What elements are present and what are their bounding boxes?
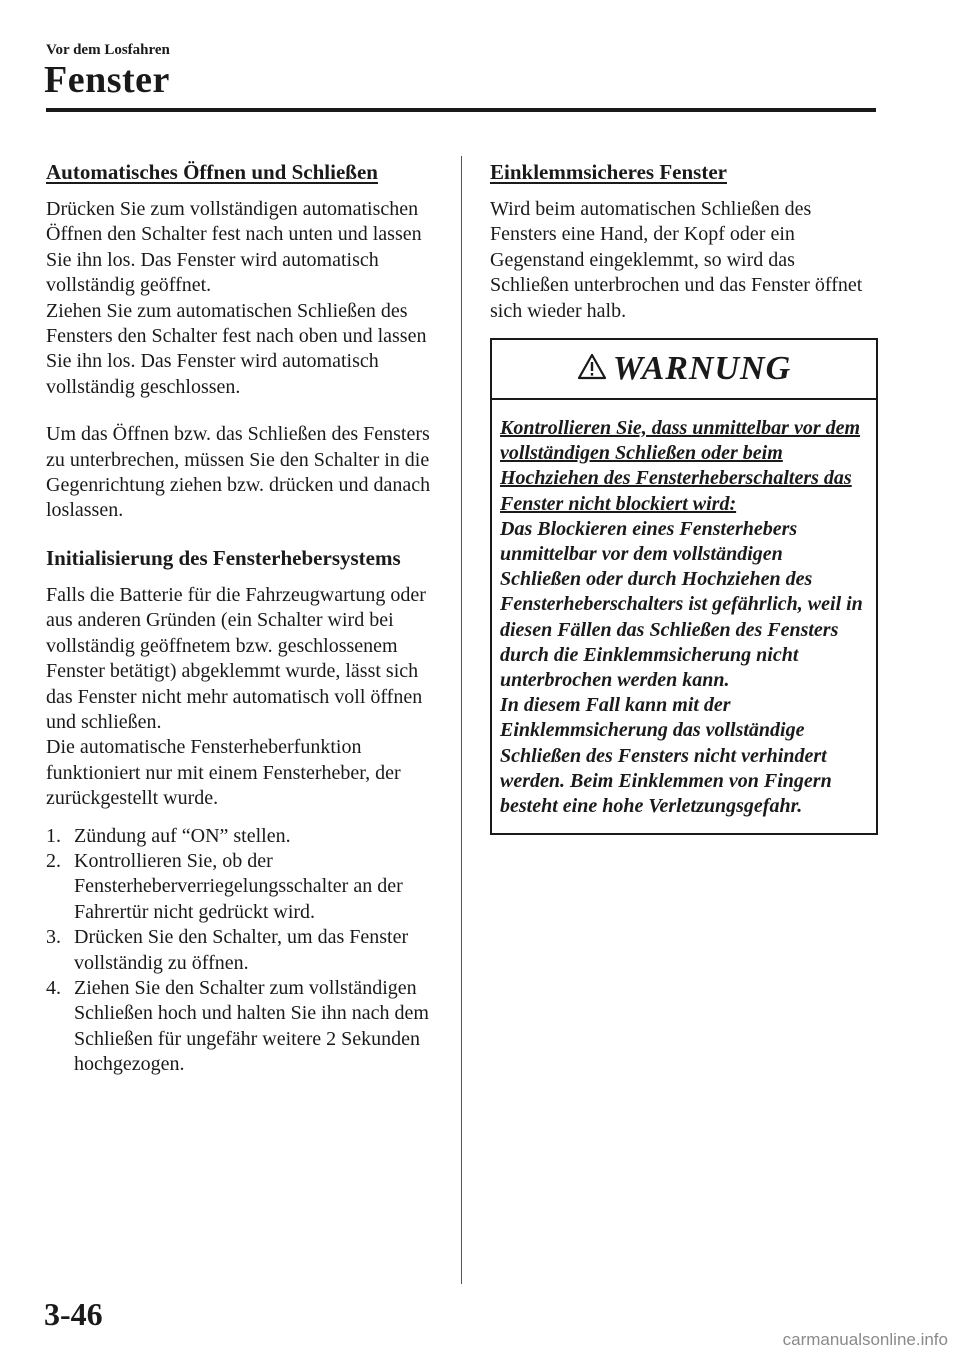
list-item <box>46 925 436 976</box>
warning-box <box>490 338 878 835</box>
column-divider <box>461 156 462 1284</box>
step-text: Kontrollieren Sie, ob der Fensterheberverriegelungsschalter an der Fahrertür nicht gedrückt wird. <box>74 849 403 923</box>
paragraph: Die automatische Fensterheberfunktion funktioniert nur mit einem Fensterheber, der zurückgestellt wurde. <box>46 736 401 810</box>
paragraph: Ziehen Sie zum automatischen Schließen des Fensters den Schalter fest nach oben und lassen Sie ihn los. Das Fenster wird automatisch vollständig geschlossen. <box>46 299 427 398</box>
step-number: 2. <box>46 849 61 872</box>
steps-list <box>46 824 436 1078</box>
paragraph: Wird beim automatischen Schließen des Fensters eine Hand, der Kopf oder ein Gegenstand eingeklemmt, so wird das Schließen unterbrochen und das Fenster öffnet sich wieder halb. <box>490 198 863 322</box>
page-title: Fenster <box>44 59 170 101</box>
paragraph: Um das Öffnen bzw. das Schließen des Fensters zu unterbrechen, müssen Sie den Schalter in die Gegenrichtung ziehen bzw. drücken und danach loslassen. <box>46 423 431 522</box>
watermark: carmanualsonline.info <box>782 1330 948 1349</box>
warning-lead: Kontrollieren Sie, dass unmittelbar vor dem vollständigen Schließen oder beim Hochziehen des Fensterheberschalters das Fenster nicht blockiert wird: <box>500 417 861 515</box>
step-text: Drücken Sie den Schalter, um das Fenster vollständig zu öffnen. <box>74 926 409 974</box>
warning-body <box>492 400 876 833</box>
warning-title: WARNUNG <box>612 350 792 388</box>
warning-text: Das Blockieren eines Fensterhebers unmittelbar vor dem vollständigen Schließen oder durch Hochziehen des Fensterheberschalters ist gefährlich, weil in diesen Fällen das Schließen des Fensters durch die Einklemmsicherung nicht unterbrochen werden kann. <box>500 517 863 692</box>
warning-triangle-icon <box>577 353 607 385</box>
right-column <box>490 160 876 835</box>
list-item <box>46 849 436 925</box>
title-rule <box>46 108 876 112</box>
chapter-label: Vor dem Losfahren <box>46 42 170 58</box>
warning-text: In diesem Fall kann mit der Einklemmsicherung das vollständige Schließen des Fensters nicht verhindert werden. Beim Einklemmen von Fingern besteht eine hohe Verletzungsgefahr. <box>500 694 832 818</box>
list-item <box>46 824 436 849</box>
paragraph: Falls die Batterie für die Fahrzeugwartung oder aus anderen Gründen (ein Schalter wird bei vollständig geöffnetem bzw. geschlossenem Fenster betätigt) abgeklemmt wurde, lässt sich das Fenster nicht mehr automatisch voll öffnen und schließen. <box>46 583 426 733</box>
step-number: 3. <box>46 926 61 949</box>
step-text: Ziehen Sie den Schalter zum vollständigen Schließen hoch und halten Sie ihn nach dem Schließen für ungefähr weitere 2 Sekunden hochgezogen. <box>74 976 429 1076</box>
warning-header <box>492 340 876 400</box>
step-text: Zündung auf “ON” stellen. <box>74 824 291 847</box>
left-column <box>46 160 436 1078</box>
page-number: 3-46 <box>44 1296 103 1332</box>
paragraph: Drücken Sie zum vollständigen automatischen Öffnen den Schalter fest nach unten und lassen Sie ihn los. Das Fenster wird automatisch vollständig geöffnet. <box>46 198 422 297</box>
list-item <box>46 976 436 1078</box>
step-number: 4. <box>46 976 61 999</box>
section-heading-initialization: Initialisierung des Fensterhebersystems <box>46 545 401 570</box>
section-heading-auto-open-close: Automatisches Öffnen und Schließen <box>46 160 378 184</box>
step-number: 1. <box>46 824 61 847</box>
section-heading-anti-pinch: Einklemmsicheres Fenster <box>490 160 727 184</box>
